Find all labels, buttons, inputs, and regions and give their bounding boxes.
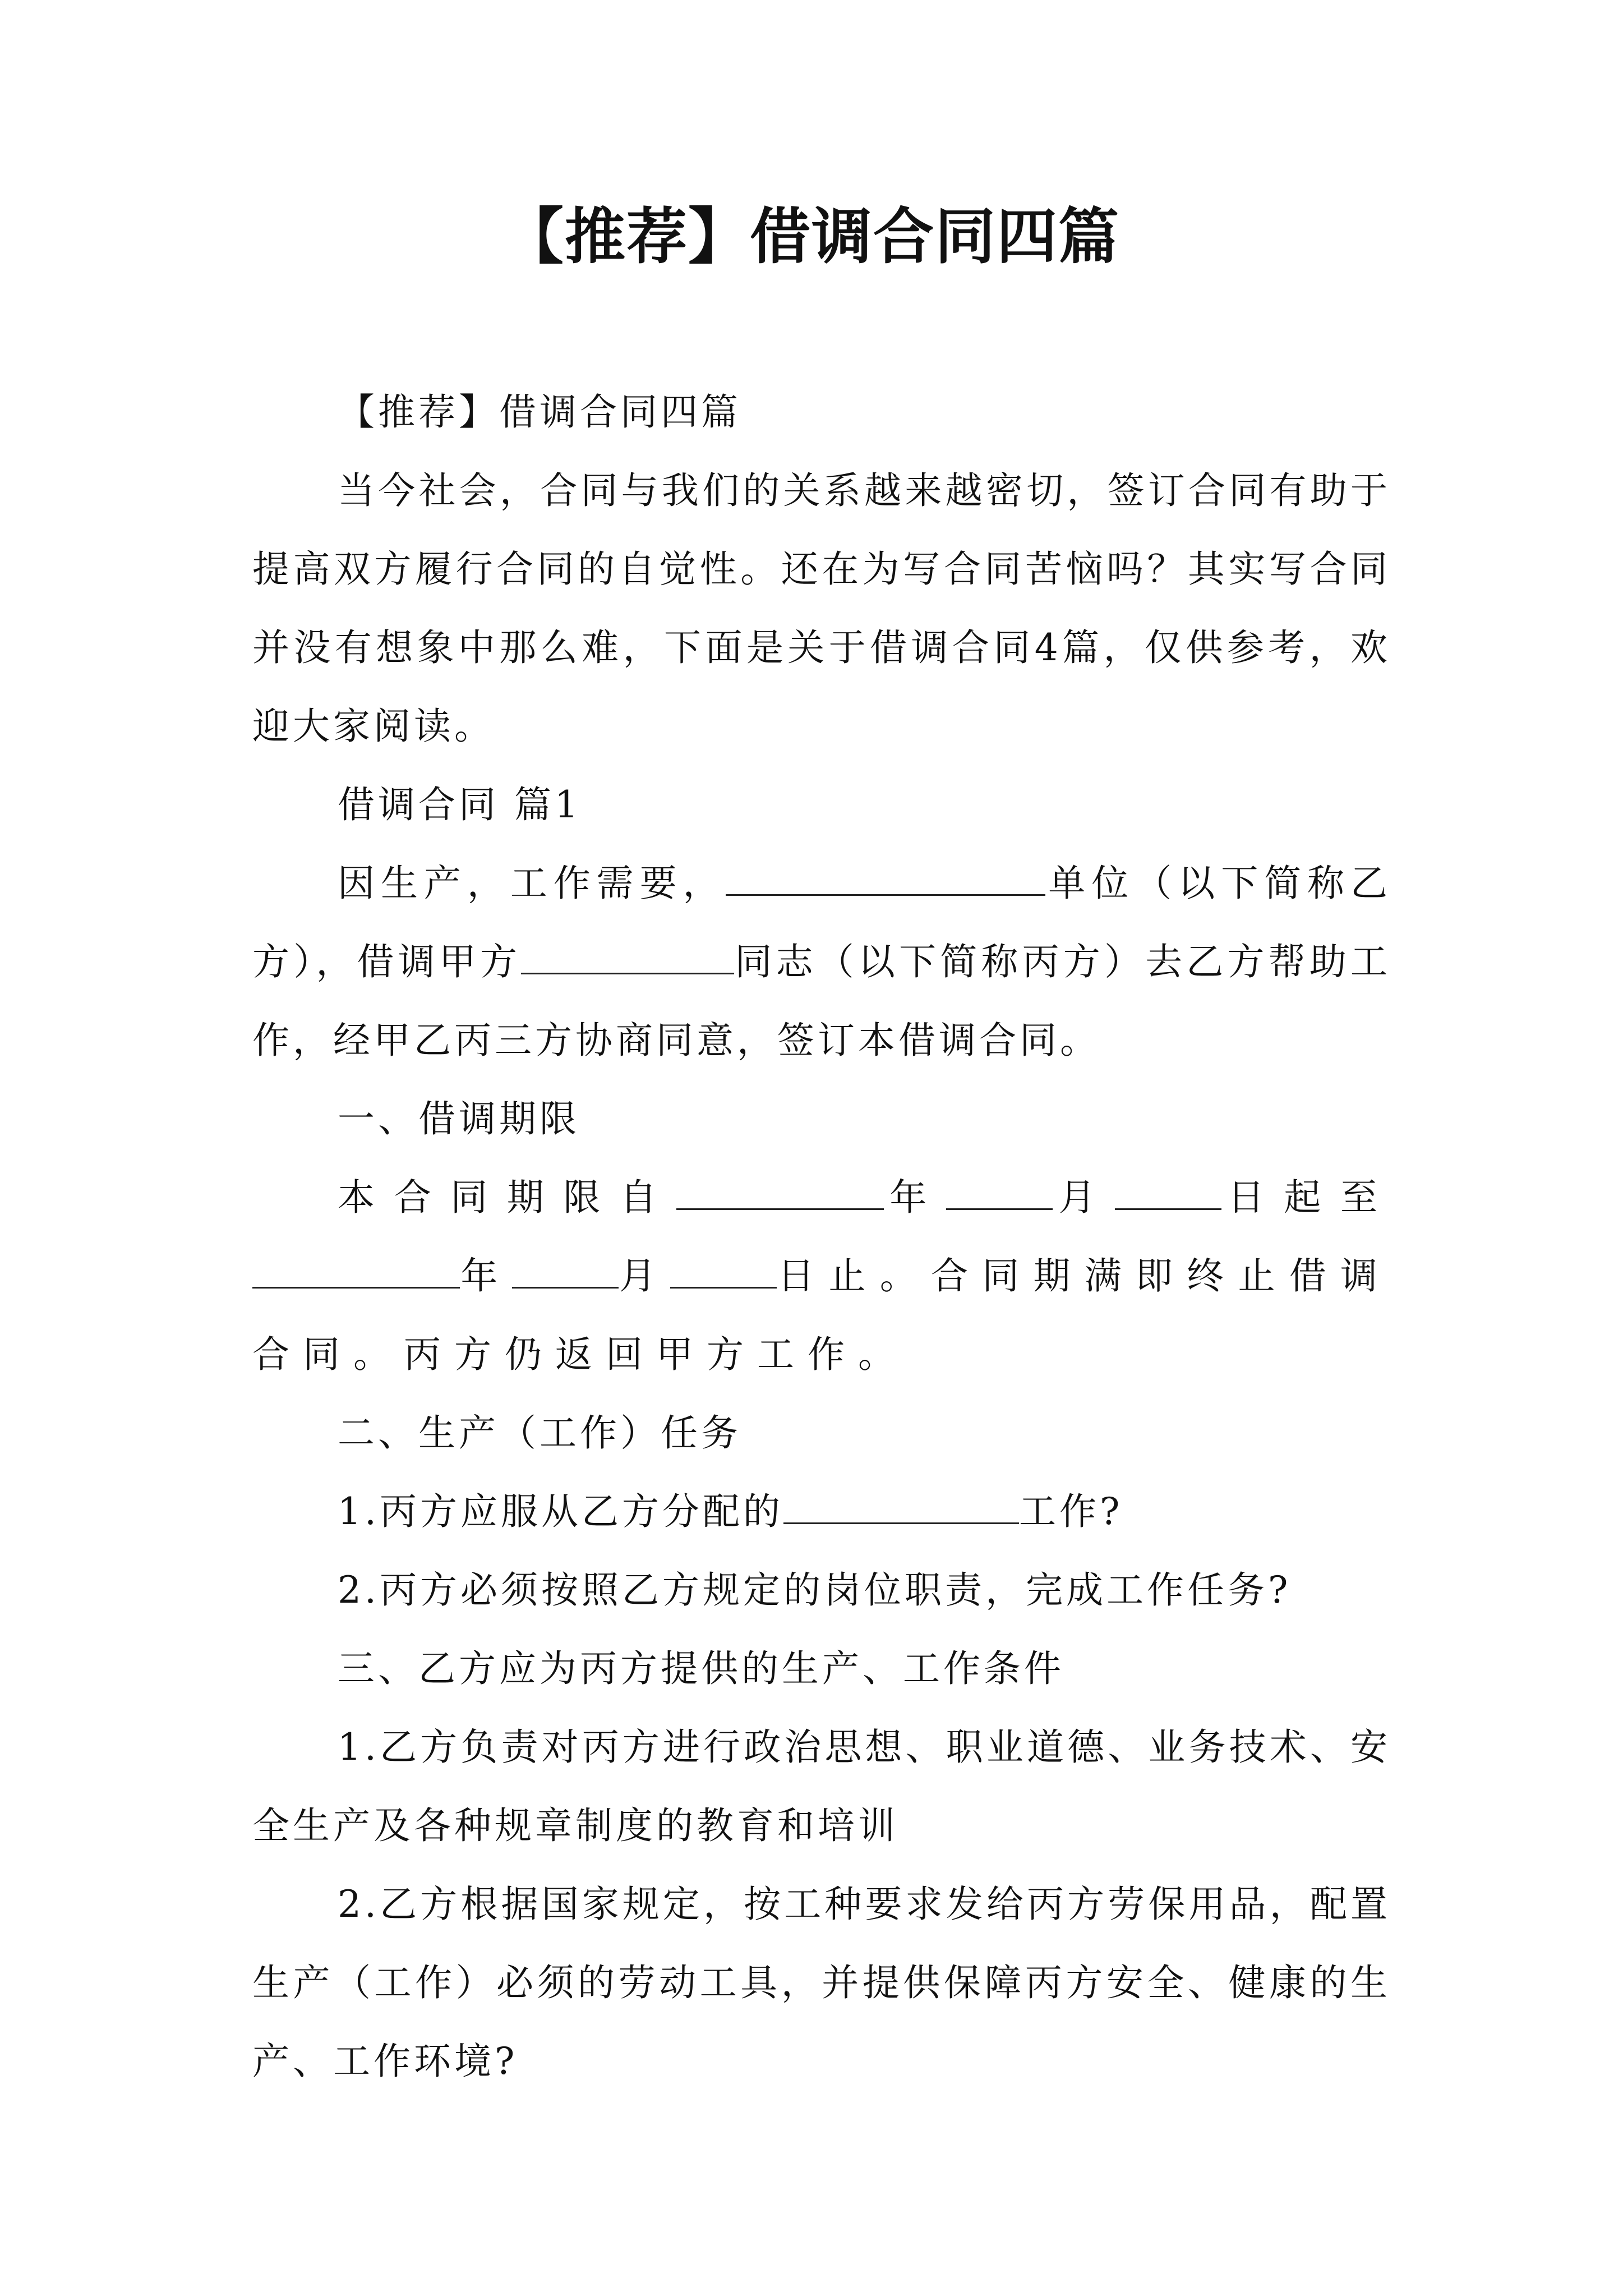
document-title: 【推荐】借调合同四篇	[502, 201, 1120, 272]
text-segment: 因生产，工作需要，	[338, 862, 726, 905]
task-item-1	[252, 1473, 1391, 1551]
start-month-blank	[946, 1177, 1053, 1210]
name-blank	[521, 941, 734, 974]
text-segment: 日起至	[1221, 1176, 1391, 1219]
text-segment: 本合同期限自	[338, 1176, 676, 1219]
start-year-blank	[676, 1177, 884, 1210]
text-segment: 单位（以下简称乙方），借调甲方	[252, 862, 1391, 983]
text-segment: 日止。合同期满即终止借调合同。丙方仍返回甲方工作。	[252, 1254, 1391, 1376]
text-segment: 1.丙方应服从乙方分配的	[338, 1490, 783, 1533]
text-segment: 月	[618, 1254, 670, 1297]
unit-blank	[726, 863, 1045, 896]
text-segment: 月	[1052, 1176, 1115, 1219]
condition-item-1: 1.乙方负责对丙方进行政治思想、职业道德、业务技术、安全生产及各种规章制度的教育和培训	[252, 1726, 1391, 1847]
document-body	[252, 373, 1391, 2101]
subtitle-paragraph: 【推荐】借调合同四篇	[338, 390, 741, 434]
heading-conditions: 三、乙方应为丙方提供的生产、工作条件	[338, 1647, 1064, 1690]
term-paragraph	[252, 1158, 1391, 1394]
task-item-2: 2.丙方必须按照乙方规定的岗位职责，完成工作任务?	[338, 1568, 1292, 1612]
start-day-blank	[1115, 1177, 1221, 1210]
text-segment: 同志（以下简称丙方）去乙方帮助工作，经甲乙丙三方协商同意，签订本借调合同。	[252, 940, 1391, 1062]
borrowing-paragraph	[252, 844, 1391, 1080]
heading-task: 二、生产（工作）任务	[338, 1411, 741, 1455]
intro-paragraph: 当今社会，合同与我们的关系越来越密切，签订合同有助于提高双方履行合同的自觉性。还在为写合同苦恼吗？其实写合同并没有想象中那么难，下面是关于借调合同4篇，仅供参考，欢迎大家阅读。	[252, 469, 1391, 748]
end-day-blank	[670, 1255, 777, 1289]
section-title: 借调合同 篇1	[338, 783, 582, 826]
text-segment: 年	[883, 1176, 946, 1219]
text-segment: 工作?	[1018, 1490, 1123, 1533]
end-year-blank	[252, 1255, 460, 1289]
heading-term: 一、借调期限	[338, 1097, 580, 1140]
condition-item-2: 2.乙方根据国家规定，按工种要求发给丙方劳保用品，配置生产（工作）必须的劳动工具，并提供保障丙方安全、健康的生产、工作环境?	[252, 1883, 1391, 2083]
job-blank	[783, 1491, 1019, 1524]
text-segment: 年	[460, 1254, 512, 1297]
end-month-blank	[512, 1255, 619, 1289]
